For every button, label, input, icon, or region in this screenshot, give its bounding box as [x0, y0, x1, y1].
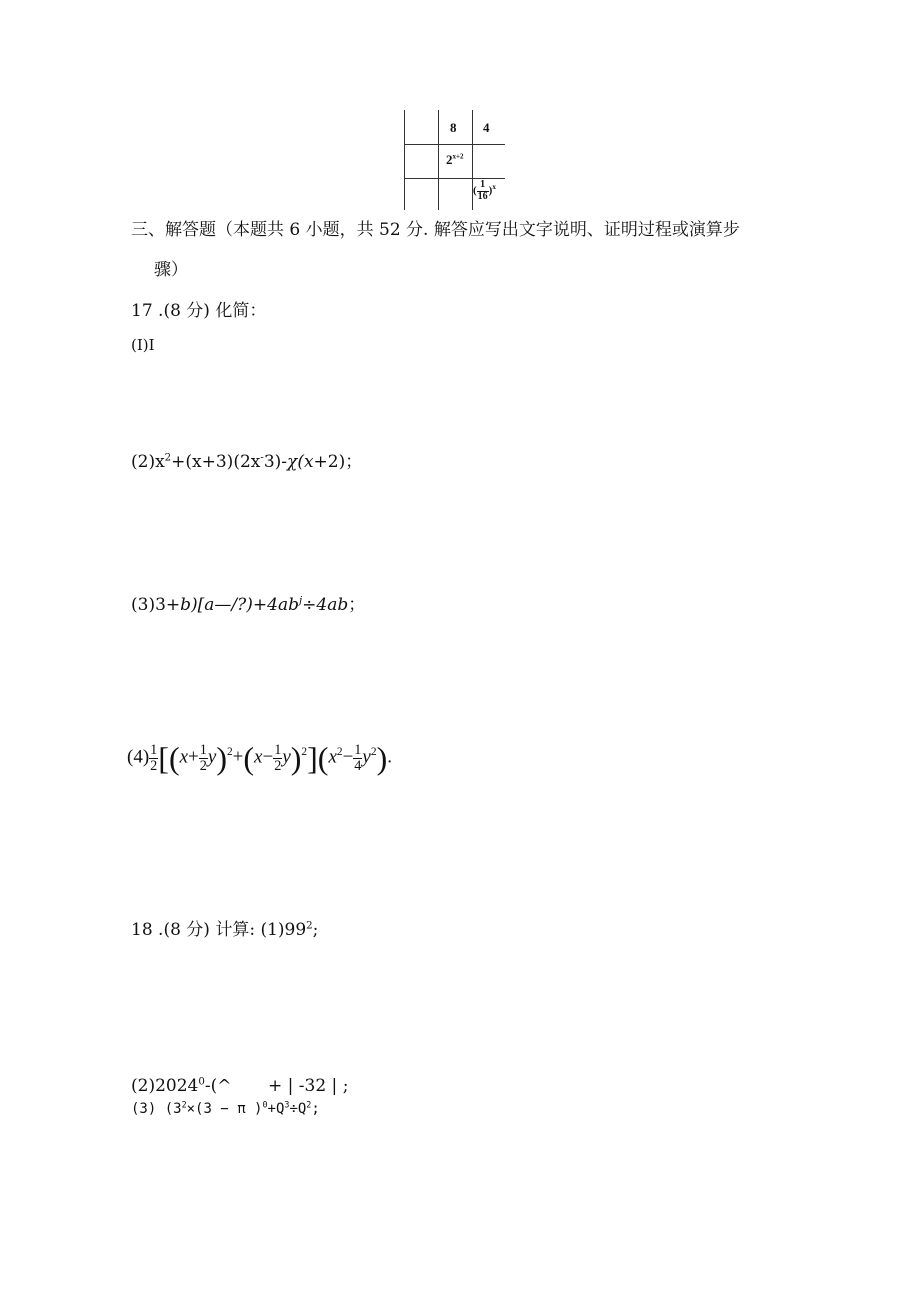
q17-part4-half-num: 1 — [150, 741, 158, 758]
q17-part4-quarter-num: 1 — [354, 741, 362, 758]
q18-part3-b: ×(3 − π ) — [186, 1101, 263, 1117]
exponent-grid — [404, 110, 505, 210]
q18-part3 — [131, 1101, 320, 1117]
grid-frac-exp: x — [492, 182, 496, 191]
q17-part2-exp2: - — [260, 452, 264, 464]
grid-cell-0-2: 4 — [483, 120, 490, 135]
q17-part4-plus1: + — [188, 746, 199, 768]
q17-part4-plus2: + — [232, 746, 244, 768]
q18-part3-c: +Q — [267, 1101, 285, 1117]
q17-part4-y3: y — [362, 746, 371, 768]
q17-part4-sq1: 2 — [226, 746, 233, 759]
q17-header: 17 .(8 分) 化简： — [131, 301, 267, 321]
q17-part4-half2-den: 2 — [199, 757, 207, 774]
q18-part3-exp3: 3 — [284, 1099, 290, 1110]
q17-part3 — [131, 590, 365, 615]
q17-part4-sq2: 2 — [301, 746, 308, 759]
q17-part4-half2-num: 1 — [199, 741, 207, 758]
q17-part4-sq3: 2 — [336, 746, 343, 759]
q18-part2-tail: + | -32 | ; — [268, 1076, 349, 1096]
q17-part4-expression: (4) $\frac{1}{2}$ [(x+ $\frac{1}{2}$ y)$^2$+(x− $\frac{1}{2}$ $y)^2](x^2-$ $\frac{1}{4}$ $y^2$). — [127, 740, 392, 776]
q18-part3-d: ÷Q — [289, 1101, 307, 1117]
q17-part3-a: (3)3+ — [131, 595, 181, 615]
q18-header-exp: 2 — [306, 920, 313, 932]
q17-part4-x2: x — [254, 746, 263, 768]
q18-part2-exp: 0 — [198, 1076, 205, 1088]
q18-part3-a: (3) (3 — [131, 1101, 182, 1117]
q17-part2 — [131, 447, 362, 472]
q17-part4-x1: x — [179, 746, 189, 768]
q17-part4-half3-num: 1 — [274, 741, 282, 758]
q17-part3-c: ÷4ab — [302, 595, 349, 615]
q17-part2-b: +(x+3)(2x — [171, 452, 261, 472]
q18-part3-exp1: 2 — [181, 1099, 187, 1110]
section-title-line1: 三、解答题（本题共 6 小题，共 52 分. 解答应写出文字说明、证明过程或演算步 — [131, 220, 740, 240]
q17-part4-end: . — [387, 746, 392, 768]
q17-part4-x3: x — [328, 746, 337, 768]
q17-part3-d: ； — [348, 595, 366, 615]
q17-part4-y2: y — [282, 746, 291, 768]
q18-part3-exp2: 0 — [262, 1099, 268, 1110]
section-title-line2: 骤） — [154, 260, 188, 280]
q17-part3-exp: j — [298, 595, 303, 607]
q18-part2-a: (2)2024 — [131, 1076, 199, 1096]
q17-part4-minus2: − — [342, 746, 354, 768]
q18-header-a: 18 .(8 分) 计算: (1)99 — [131, 920, 307, 940]
q18-header — [131, 915, 318, 940]
grid-cell-1-1-base: 2 — [446, 152, 453, 167]
q17-part1: (I)I — [131, 336, 155, 354]
q17-part4-half-den: 2 — [150, 757, 158, 774]
q17-part4-label: (4) — [127, 746, 150, 768]
q18-part2-b: -(^ — [204, 1076, 232, 1096]
q17-part4-sq4: 2 — [370, 746, 377, 759]
grid-cell-2-2: ( $\frac{1}{16}$ )$^x$ — [473, 179, 496, 202]
grid-cell-1-1-exp: x+2 — [452, 152, 464, 161]
q18-header-b: ; — [312, 920, 319, 940]
q18-part3-e: ; — [311, 1101, 320, 1117]
q17-part2-e: +2)； — [313, 452, 363, 472]
q17-part4-minus1: − — [262, 746, 274, 768]
grid-cell-1-1 — [446, 152, 464, 168]
grid-frac-den: 16 — [477, 190, 488, 202]
grid-frac-num: 1 — [477, 180, 489, 192]
q17-part2-c: 3)- — [263, 452, 288, 472]
q17-part3-b: b)[a—/?)+4ab — [180, 595, 299, 615]
q17-part4-quarter-den: 4 — [354, 757, 362, 774]
q17-part2-exp: 2 — [164, 452, 172, 464]
q18-part3-exp4: 2 — [306, 1099, 312, 1110]
q18-part2 — [131, 1076, 231, 1096]
q17-part4-y1: y — [207, 746, 217, 768]
q17-part2-a: (2)x — [131, 452, 165, 472]
q17-part2-d: χ(x — [287, 452, 314, 472]
q17-part4-half3-den: 2 — [274, 757, 282, 774]
grid-cell-0-1: 8 — [450, 120, 457, 135]
